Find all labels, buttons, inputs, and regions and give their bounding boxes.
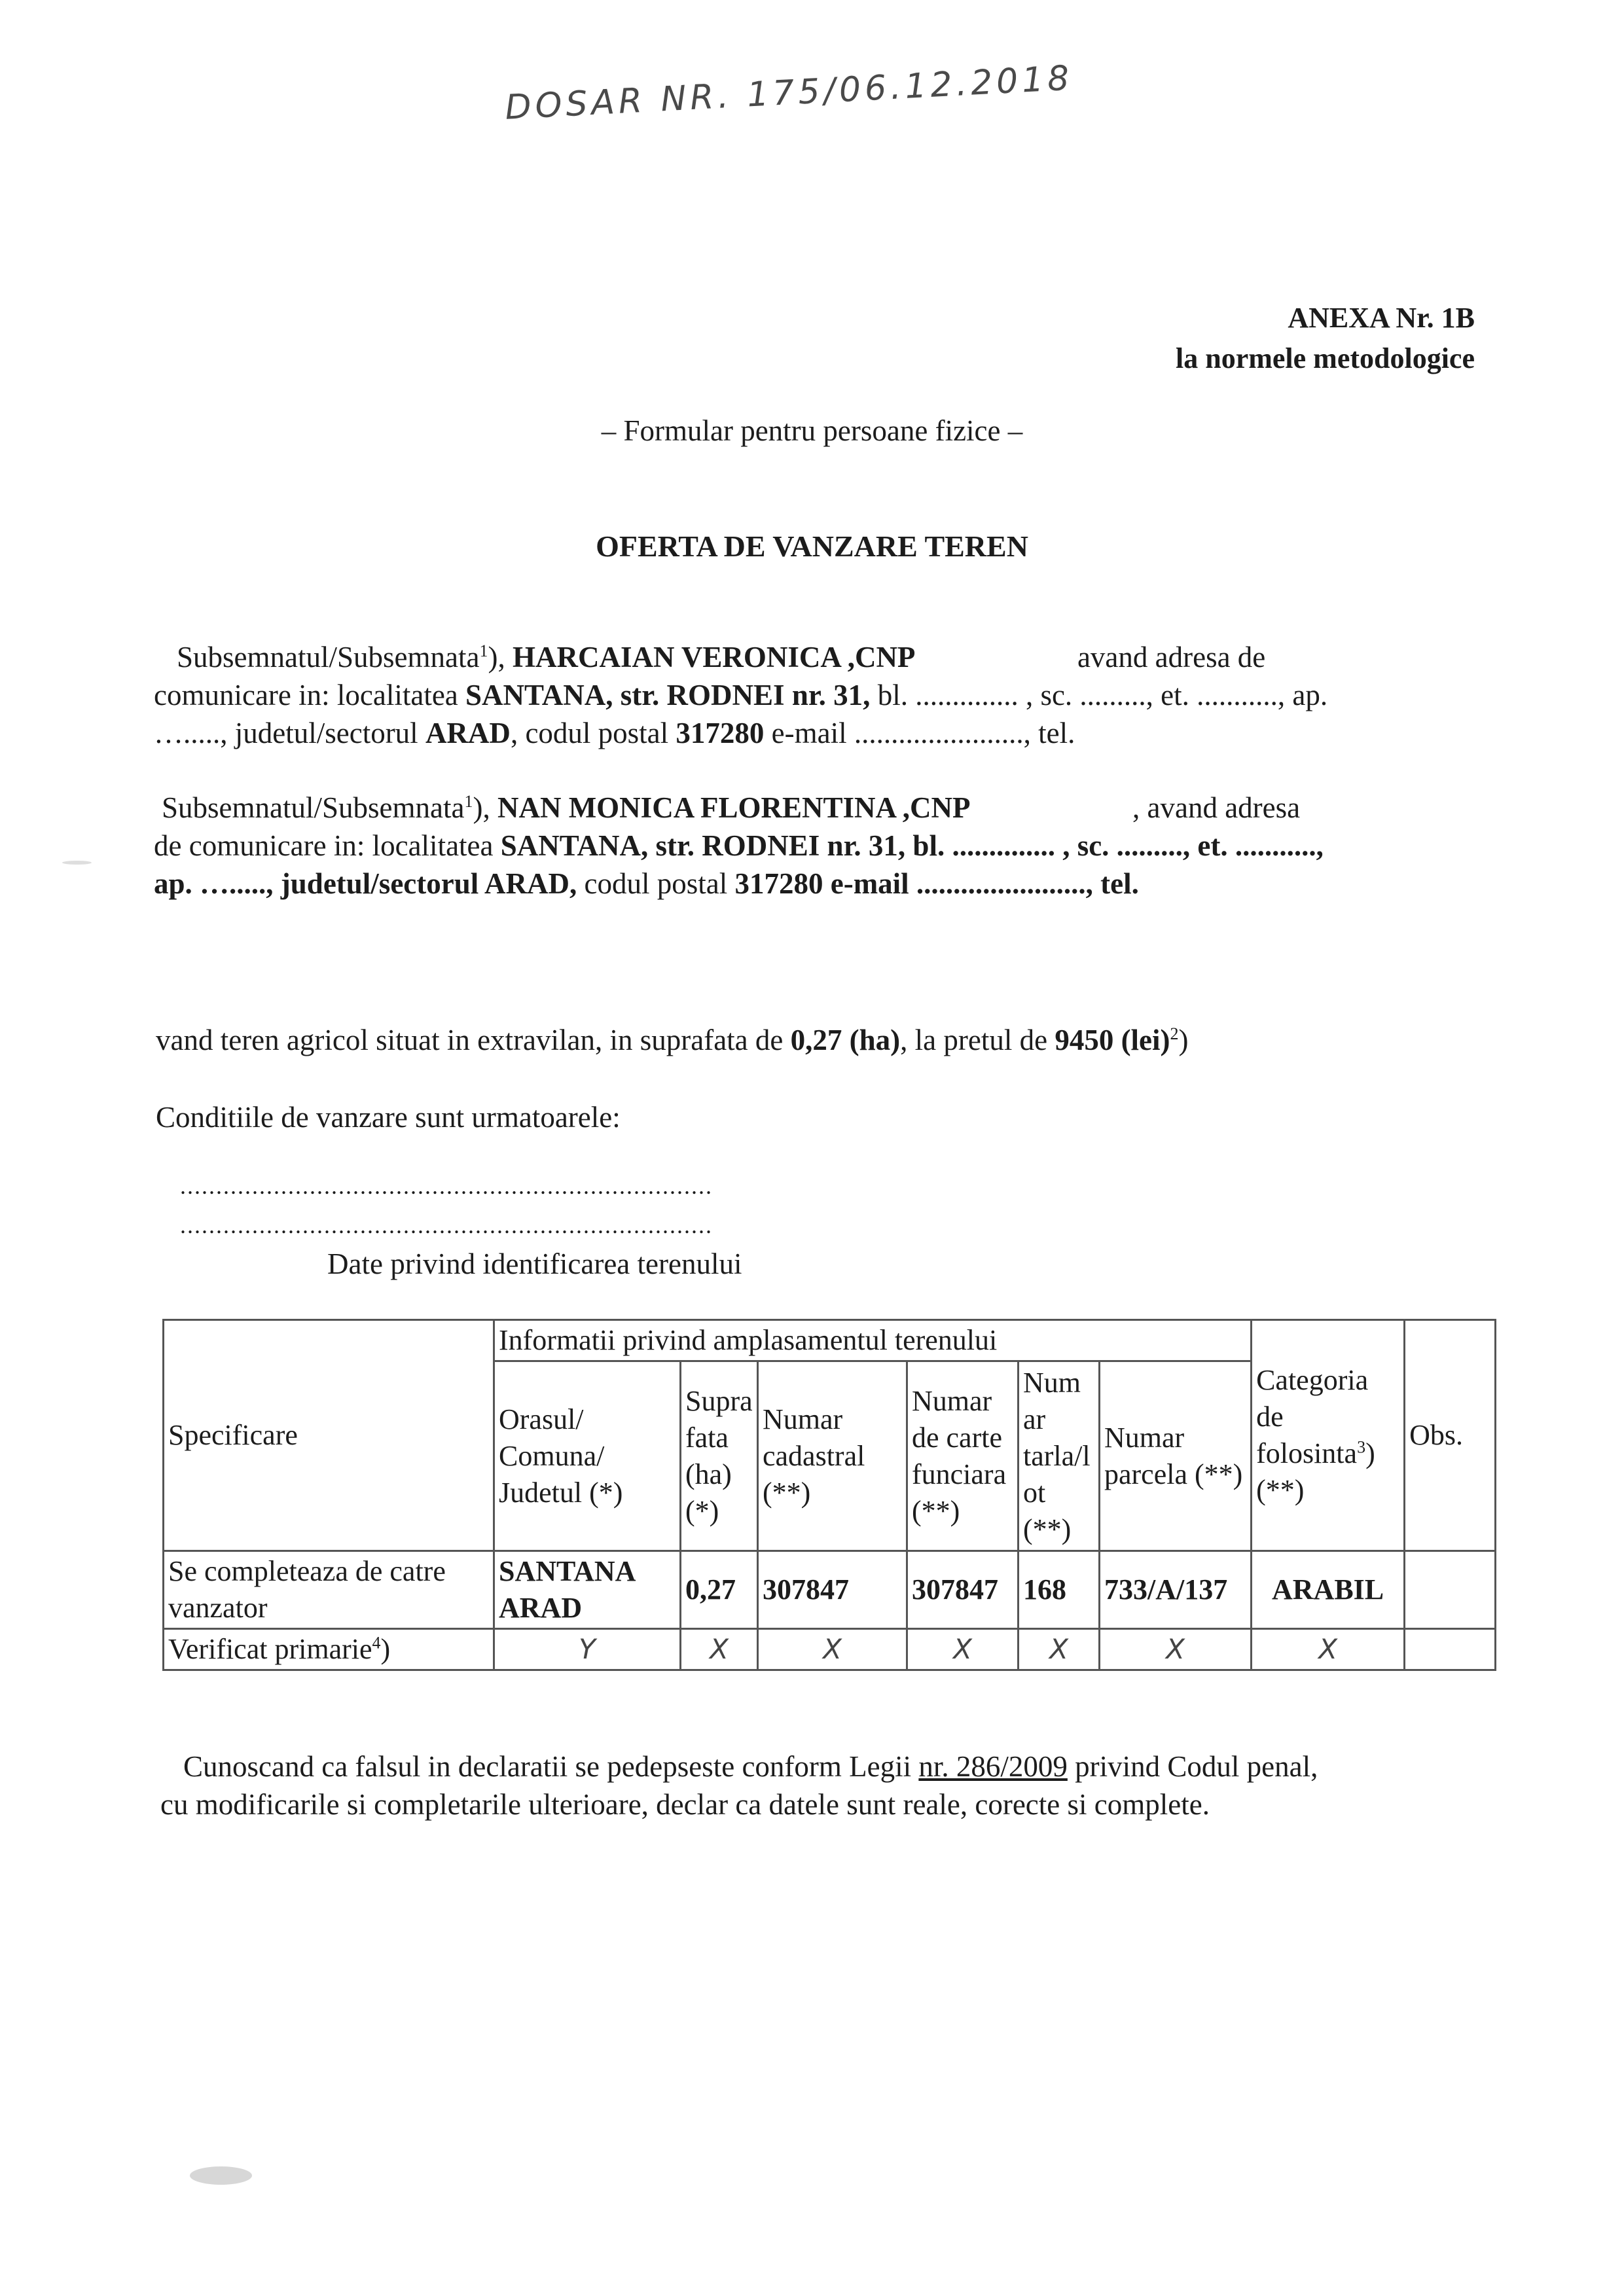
seller2-line3: ap. …....., judetul/sectorul ARAD, codul postal 317280 e-mail ......................., tel.: [154, 867, 1139, 900]
check-mark: X: [907, 1629, 1019, 1670]
declaration-line1: Cunoscand ca falsul in declaratii se pedepseste conform Legii nr. 286/2009 privind Codul penal,: [183, 1750, 1318, 1783]
offer-area: 0,27 (ha): [790, 1024, 901, 1056]
header-tarla-lot: Num ar tarla/l ot (**): [1019, 1361, 1100, 1551]
check-mark: X: [1100, 1629, 1252, 1670]
table-row-primarie: [164, 1629, 1496, 1670]
dotted-line: ..........................................................................: [180, 1212, 713, 1238]
header-obs: Obs.: [1405, 1320, 1496, 1551]
offer-statement: vand teren agricol situat in extravilan, in suprafata de 0,27 (ha), la pretul de 9450 (lei)$^2$): [156, 1024, 1189, 1056]
seller2-name: NAN MONICA FLORENTINA ,CNP: [497, 791, 971, 824]
cell-numar-parcela: 733/A/137: [1100, 1551, 1252, 1629]
header-carte-funciara: Numar de carte funciara (**): [907, 1361, 1019, 1551]
check-mark: X: [681, 1629, 758, 1670]
annex-header: [1176, 298, 1475, 379]
scan-smudge: [62, 861, 92, 865]
form-type: – Formular pentru persoane fizice –: [601, 414, 1023, 447]
seller2-line1: Subsemnatul/Subsemnata$^1$), NAN MONICA FLORENTINA ,CNP , avand adresa: [162, 791, 1301, 824]
table-header-row-1: [164, 1320, 1496, 1361]
cell-tarla-lot: 168: [1019, 1551, 1100, 1629]
scan-smudge: [190, 2166, 252, 2185]
dotted-line: ..........................................................................: [180, 1173, 713, 1199]
table-caption: Date privind identificarea terenului: [327, 1247, 742, 1280]
conditions-label: Conditiile de vanzare sunt urmatoarele:: [156, 1101, 621, 1134]
cell-numar-cadastral: 307847: [758, 1551, 907, 1629]
law-reference: nr. 286/2009: [918, 1750, 1068, 1783]
check-mark: Y: [494, 1629, 681, 1670]
annex-subtitle: la normele metodologice: [1176, 342, 1475, 374]
header-suprafata: Supra fata (ha) (*): [681, 1361, 758, 1551]
cell-categoria: ARABIL: [1252, 1551, 1405, 1629]
check-mark: X: [1252, 1629, 1405, 1670]
conditions-dotted-lines: [180, 1166, 713, 1245]
seller1-line3: …....., judetul/sectorul ARAD, codul postal 317280 e-mail ......................., tel.: [154, 717, 1075, 749]
declaration-line2: cu modificarile si completarile ulterioare, declar ca datele sunt reale, corecte si complete.: [160, 1788, 1210, 1821]
seller1-name: HARCAIAN VERONICA ,CNP: [512, 641, 916, 673]
header-numar-cadastral: Numar cadastral (**): [758, 1361, 907, 1551]
dossier-handwritten-note: DOSAR NR. 175/06.12.2018: [504, 58, 1074, 128]
check-mark: X: [1019, 1629, 1100, 1670]
seller1-cnp-redacted: [915, 641, 1077, 673]
cell-obs: [1405, 1551, 1496, 1629]
cell-carte-funciara: 307847: [907, 1551, 1019, 1629]
table-row-seller: [164, 1551, 1496, 1629]
header-oras: Orasul/ Comuna/ Judetul (*): [494, 1361, 681, 1551]
header-specificare: Specificare: [164, 1320, 494, 1551]
seller2-line2: de comunicare in: localitatea SANTANA, str. RODNEI nr. 31, bl. .............. , sc. ........., et. ...........,: [154, 829, 1324, 862]
row-label-seller: Se completeaza de catre vanzator: [164, 1551, 494, 1629]
offer-price: 9450 (lei): [1055, 1024, 1170, 1056]
cell-obs: [1405, 1629, 1496, 1670]
seller2-block: [154, 789, 1483, 903]
header-categoria: Categoria de folosinta$^3$) (**): [1252, 1320, 1405, 1551]
header-location-group: Informatii privind amplasamentul terenului: [494, 1320, 1252, 1361]
document-title: OFERTA DE VANZARE TEREN: [596, 529, 1028, 563]
cell-oras: SANTANA ARAD: [494, 1551, 681, 1629]
seller1-block: [154, 638, 1483, 752]
seller2-cnp-redacted: [971, 791, 1133, 824]
declaration: [160, 1748, 1489, 1823]
check-mark: X: [758, 1629, 907, 1670]
cell-suprafata: 0,27: [681, 1551, 758, 1629]
header-numar-parcela: Numar parcela (**): [1100, 1361, 1252, 1551]
land-identification-table: [162, 1319, 1496, 1671]
annex-number: ANEXA Nr. 1B: [1288, 302, 1475, 334]
row-label-primarie: Verificat primarie$^4$): [164, 1629, 494, 1670]
seller1-line1: Subsemnatul/Subsemnata$^1$), HARCAIAN VERONICA ,CNP avand adresa de: [177, 641, 1266, 673]
seller1-line2: comunicare in: localitatea SANTANA, str. RODNEI nr. 31, bl. .............. , sc. ........., et. ..........., ap.: [154, 679, 1328, 711]
